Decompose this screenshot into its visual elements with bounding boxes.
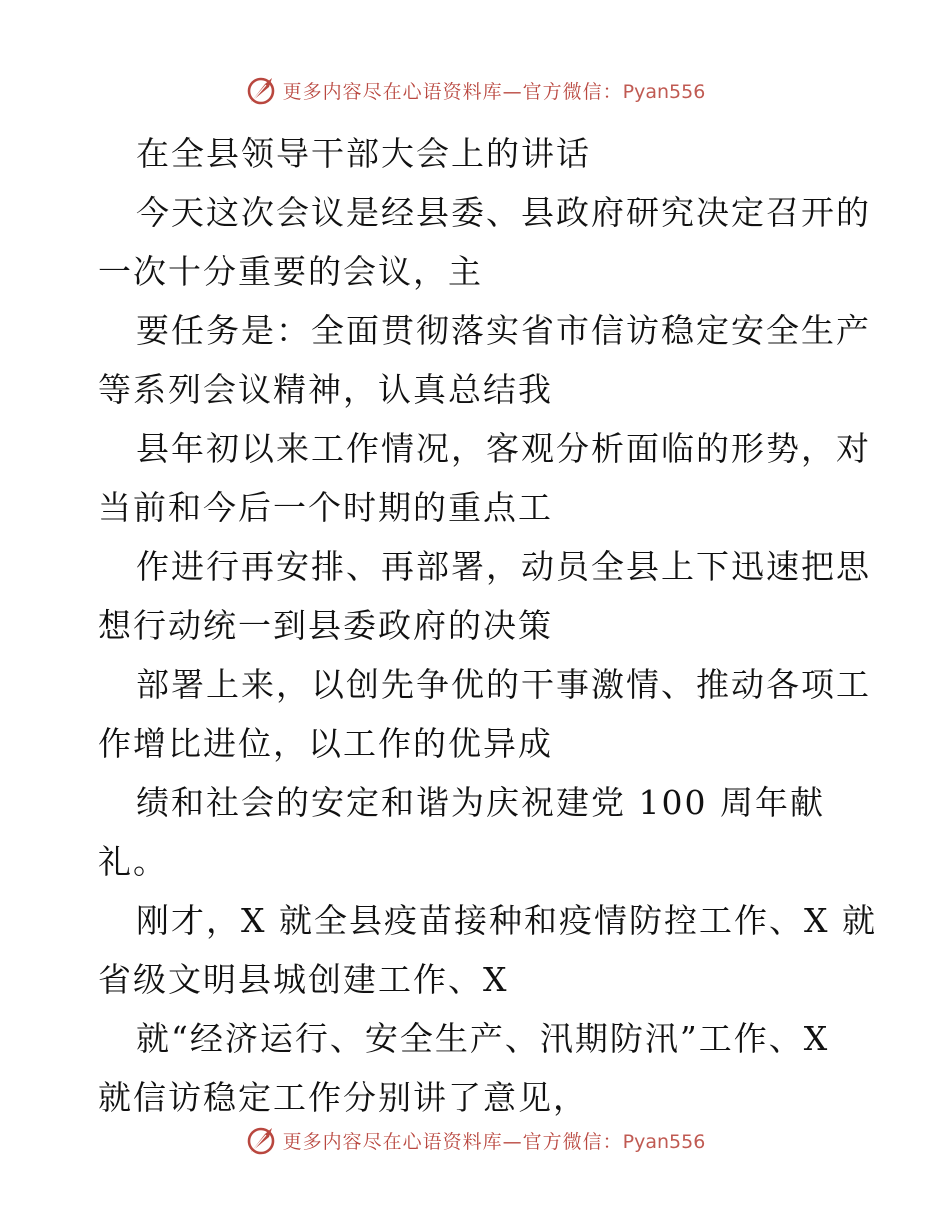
text-line: 作增比进位，以工作的优异成 [98, 724, 553, 763]
text-line: 就信访稳定工作分别讲了意见， [98, 1078, 588, 1117]
text-line: 作进行再安排、再部署，动员全县上下迅速把思 [136, 547, 871, 586]
text-line: 一次十分重要的会议，主 [98, 252, 483, 291]
text-line: 刚才，X 就全县疫苗接种和疫情防控工作、X 就 [136, 901, 877, 940]
watermark-handle: Pyan556 [622, 80, 706, 103]
watermark-text [283, 77, 706, 104]
watermark-handle: Pyan556 [622, 1130, 706, 1153]
quill-logo-icon [245, 74, 277, 106]
text-line: 礼。 [98, 842, 168, 881]
watermark-main: 更多内容尽在心语资料库—官方微信： [282, 80, 623, 103]
text-line: 县年初以来工作情况，客观分析面临的形势，对 [136, 429, 871, 468]
text-line: 当前和今后一个时期的重点工 [98, 488, 553, 527]
text-line: 绩和社会的安定和谐为庆祝建党 100 周年献 [136, 783, 825, 822]
text-line: 等系列会议精神，认真总结我 [98, 370, 553, 409]
document-body [98, 124, 877, 1127]
quill-logo-icon [245, 1124, 277, 1156]
text-line: 想行动统一到县委政府的决策 [98, 606, 553, 645]
text-line: 今天这次会议是经县委、县政府研究决定召开的 [136, 193, 871, 232]
watermark-text [283, 1127, 706, 1154]
document-title: 在全县领导干部大会上的讲话 [136, 134, 591, 173]
text-line: 省级文明县城创建工作、X [98, 960, 509, 999]
header-watermark [0, 72, 950, 108]
text-line: 部署上来，以创先争优的干事激情、推动各项工 [136, 665, 871, 704]
text-line: 就“经济运行、安全生产、汛期防汛”工作、X [136, 1019, 830, 1058]
text-line: 要任务是：全面贯彻落实省市信访稳定安全生产 [136, 311, 871, 350]
footer-watermark [0, 1122, 950, 1158]
watermark-main: 更多内容尽在心语资料库—官方微信： [282, 1130, 623, 1153]
